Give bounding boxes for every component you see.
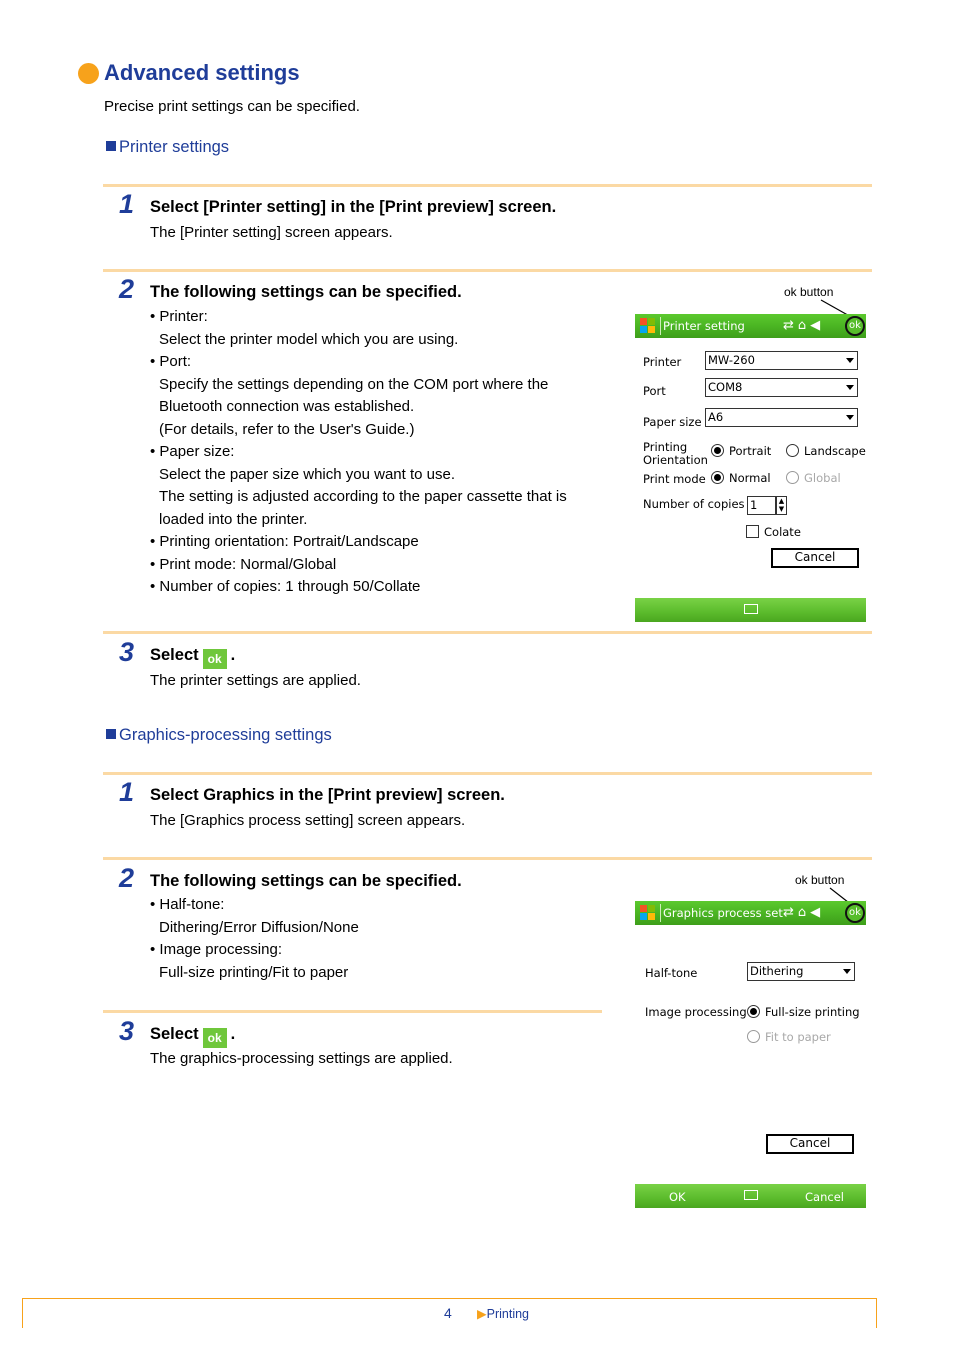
image-processing-label: Image processing <box>645 1005 747 1019</box>
printer-setting-screen <box>635 314 866 624</box>
list-item: • Number of copies: 1 through 50/Collate <box>150 578 421 595</box>
full-size-label: Full-size printing <box>765 1005 860 1019</box>
paper-size-value: A6 <box>708 410 724 424</box>
step-text: The graphics-processing settings are applied. <box>150 1050 453 1067</box>
printer-settings-heading <box>106 138 229 157</box>
step-text: The [Printer setting] screen appears. <box>150 224 393 241</box>
square-bullet-icon <box>106 729 116 739</box>
list-item: • Half-tone: <box>150 896 225 913</box>
dropdown-arrow-icon <box>846 385 854 390</box>
halftone-value: Dithering <box>750 964 804 978</box>
step-title-text: Select <box>150 646 199 664</box>
status-icons <box>783 905 824 920</box>
paper-size-select[interactable] <box>705 408 858 427</box>
printer-value: MW-260 <box>708 353 755 367</box>
fit-to-paper-label: Fit to paper <box>765 1030 831 1044</box>
step-title-text: Select <box>150 1025 199 1043</box>
settings-list <box>150 894 359 984</box>
landscape-radio[interactable] <box>786 444 799 457</box>
copies-label: Number of copies <box>643 497 745 511</box>
divider <box>103 269 872 272</box>
screen-title: Printer setting <box>663 319 745 333</box>
step-title <box>150 1025 235 1048</box>
bottom-bar <box>635 1184 866 1208</box>
settings-list <box>150 306 567 599</box>
title-separator <box>660 317 661 335</box>
port-value: COM8 <box>708 380 743 394</box>
connectivity-icon: ⇄ <box>783 318 798 333</box>
dropdown-arrow-icon <box>846 358 854 363</box>
spin-down-icon[interactable]: ▼ <box>778 505 785 513</box>
step-title-period: . <box>230 646 236 664</box>
printer-select[interactable] <box>705 351 858 370</box>
list-item: • Image processing: <box>150 941 282 958</box>
list-item: Dithering/Error Diffusion/None <box>159 918 359 936</box>
step-number: 3 <box>119 1016 135 1046</box>
ok-button-annotation: ok button <box>784 285 834 299</box>
step-text: The printer settings are applied. <box>150 672 361 689</box>
divider <box>103 857 872 860</box>
connectivity-icon: ⇄ <box>783 905 798 920</box>
step-title-period: . <box>230 1025 236 1043</box>
ok-badge-icon: ok <box>203 649 227 669</box>
port-select[interactable] <box>705 378 858 397</box>
normal-radio[interactable] <box>711 471 724 484</box>
speaker-icon: ◀ <box>810 905 825 920</box>
normal-label: Normal <box>729 471 771 485</box>
start-windows-icon[interactable] <box>640 318 656 334</box>
step-title: The following settings can be specified. <box>150 872 462 890</box>
step-title: Select Graphics in the [Print preview] screen. <box>150 786 505 804</box>
list-item: Specify the settings depending on the COM port where the <box>159 375 549 393</box>
list-item: Full-size printing/Fit to paper <box>159 963 349 981</box>
graphics-process-screen <box>635 901 866 1209</box>
collate-label: Colate <box>764 525 801 539</box>
divider <box>103 631 872 634</box>
ok-button[interactable]: ok <box>845 903 865 923</box>
step-number: 2 <box>119 863 135 893</box>
divider <box>103 184 872 187</box>
list-item: The setting is adjusted according to the paper cassette that is <box>159 488 567 505</box>
heading-bullet-icon <box>78 63 99 84</box>
step-number: 1 <box>119 777 135 807</box>
divider <box>103 772 872 775</box>
page-number: 4 <box>444 1305 452 1321</box>
cancel-button[interactable]: Cancel <box>766 1134 854 1154</box>
dropdown-arrow-icon <box>846 415 854 420</box>
dropdown-arrow-icon <box>843 969 851 974</box>
printer-settings-title: Printer settings <box>119 138 230 156</box>
list-item: Select the paper size which you want to use. <box>159 465 456 483</box>
ok-badge-icon: ok <box>203 1028 227 1048</box>
port-label: Port <box>643 384 666 398</box>
intro-text: Precise print settings can be specified. <box>104 98 360 115</box>
print-mode-label: Print mode <box>643 472 706 486</box>
step-number: 1 <box>119 189 135 219</box>
screen-title: Graphics process set <box>663 906 783 920</box>
list-item: (For details, refer to the User's Guide.) <box>159 420 415 438</box>
paper-size-label: Paper size <box>643 415 702 429</box>
bottom-bar <box>635 598 866 622</box>
title-bar <box>635 901 866 925</box>
spin-up-icon[interactable]: ▲ <box>778 497 785 505</box>
softkey-ok[interactable]: OK <box>669 1190 686 1204</box>
keyboard-icon[interactable] <box>744 604 758 614</box>
portrait-radio[interactable] <box>711 444 724 457</box>
orientation-label-1: Printing <box>643 440 688 454</box>
title-separator <box>660 904 661 922</box>
list-item: • Printing orientation: Portrait/Landscape <box>150 533 419 550</box>
signal-icon: ⌂ <box>797 318 811 333</box>
ok-button[interactable]: ok <box>845 316 865 336</box>
list-item: loaded into the printer. <box>159 510 308 528</box>
title-bar <box>635 314 866 338</box>
list-item: • Port: <box>150 353 192 370</box>
signal-icon: ⌂ <box>797 905 811 920</box>
keyboard-icon[interactable] <box>744 1190 758 1200</box>
softkey-cancel[interactable]: Cancel <box>805 1190 844 1204</box>
global-label: Global <box>804 471 841 485</box>
list-item: Select the printer model which you are using. <box>159 330 459 348</box>
collate-checkbox[interactable] <box>746 525 759 538</box>
printer-label: Printer <box>643 355 682 369</box>
footer-section: Printing <box>486 1307 530 1321</box>
footer-link[interactable] <box>477 1306 529 1321</box>
graphics-settings-title: Graphics-processing settings <box>119 726 332 744</box>
triangle-right-icon: ▶ <box>477 1307 487 1321</box>
orientation-label-2: Orientation <box>643 453 708 467</box>
landscape-label: Landscape <box>804 444 866 458</box>
list-item: • Printer: <box>150 308 208 325</box>
step-number: 2 <box>119 274 135 304</box>
step-title <box>150 646 235 669</box>
page-title: Advanced settings <box>104 60 300 85</box>
speaker-icon: ◀ <box>810 318 825 333</box>
list-item: Bluetooth connection was established. <box>159 398 415 415</box>
full-size-radio[interactable] <box>747 1005 760 1018</box>
ok-button-annotation: ok button <box>795 873 845 887</box>
graphics-settings-heading <box>106 726 332 745</box>
global-radio[interactable] <box>786 471 799 484</box>
list-item: • Print mode: Normal/Global <box>150 555 337 573</box>
copies-input[interactable] <box>747 496 776 515</box>
step-number: 3 <box>119 637 135 667</box>
status-icons <box>783 318 824 333</box>
copies-spinner[interactable] <box>776 496 787 515</box>
start-windows-icon[interactable] <box>640 905 656 921</box>
halftone-label: Half-tone <box>645 966 698 980</box>
step-text: The [Graphics process setting] screen appears. <box>150 812 466 829</box>
fit-to-paper-radio[interactable] <box>747 1030 760 1043</box>
copies-value: 1 <box>750 498 758 512</box>
step-title: The following settings can be specified. <box>150 283 462 301</box>
portrait-label: Portrait <box>729 444 772 458</box>
divider <box>103 1010 602 1013</box>
halftone-select[interactable] <box>747 962 855 981</box>
square-bullet-icon <box>106 141 116 151</box>
cancel-button[interactable]: Cancel <box>771 548 859 568</box>
list-item: • Paper size: <box>150 443 235 460</box>
step-title: Select [Printer setting] in the [Print preview] screen. <box>150 198 557 216</box>
